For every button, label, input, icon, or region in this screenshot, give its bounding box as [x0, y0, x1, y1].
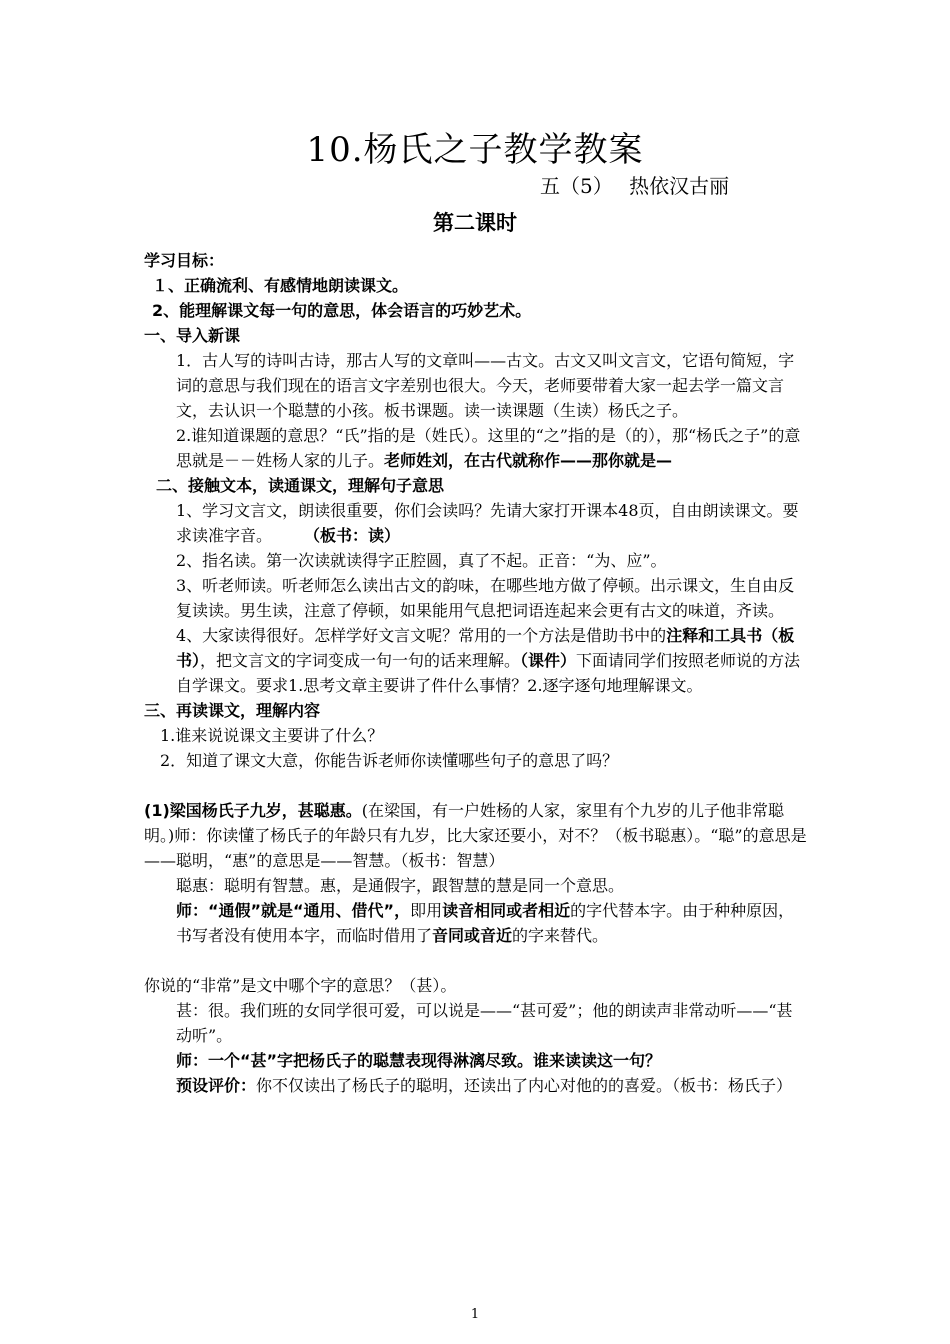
- paragraph: 2．知道了课文大意，你能告诉老师你读懂哪些句子的意思了吗？: [160, 751, 619, 770]
- bold-paragraph: 师：一个“甚”字把杨氏子的聪慧表现得淋漓尽致。谁来读读这一句？: [176, 1051, 662, 1070]
- paragraph: 聪惠：聪明有智慧。惠，是通假字，跟智慧的慧是同一个意思。: [176, 876, 625, 895]
- part2-heading: 二、接触文本，读通课文，理解句子意思: [156, 476, 445, 495]
- paragraph-text: 1、学习文言文，朗读很重要，你们会读吗？先请大家打开课本48页，自由朗读课文。要求读准字音。: [176, 501, 799, 545]
- paragraph-text: 4、大家读得很好。怎样学好文言文呢？常用的一个方法是借助书中的: [176, 626, 667, 645]
- paragraph: 1.谁来说说课文主要讲了什么？: [160, 726, 384, 745]
- paragraph-text: 下面请同学们按照老师说的方法自学课文。要求1.思考文章主要讲了件什么事情？2.逐字逐句地理解课文。: [176, 651, 801, 695]
- document-body: [144, 248, 808, 1098]
- bold-text: （课件）: [520, 651, 577, 670]
- paragraph-text: 的字代替本字。由于种种原因，书写者没有使用本字，而临时借用了: [176, 901, 795, 945]
- bold-text: 音同或音近: [432, 926, 513, 945]
- paragraph: 1．古人写的诗叫古诗，那古人写的文章叫——古文。古文又叫文言文，它语句简短，字词的意思与我们现在的语言文字差别也很大。今天，老师要带着大家一起去学一篇文言文，去认识一个聪慧的小孩。板书课题。读一读课题（生读）杨氏之子。: [176, 351, 795, 420]
- paragraph-text: 2.谁知道课题的意思？“氏”指的是（姓氏）。这里的“之”指的是（的），那“杨氏之子”的意思就是－－姓杨人家的儿子。: [176, 426, 801, 470]
- paragraph-text: (在梁国，有一户姓杨的人家，家里有个九岁的儿子他非常聪明。)师：你读懂了杨氏子的年龄只有九岁，比大家还要小，对不？（板书聪惠）。“聪”的意思是——聪明，“惠”的意思是——智慧。（板书：智慧）: [144, 801, 807, 870]
- paragraph: 3、听老师读。听老师怎么读出古文的韵味，在哪些地方做了停顿。出示课文，生自由反复读读。男生读，注意了停顿，如果能用气息把词语连起来会更有古文的味道，齐读。: [176, 576, 795, 620]
- paragraph-text: 的字来替代。: [512, 926, 609, 945]
- blank-line: [144, 773, 808, 798]
- blank-line: [144, 948, 808, 973]
- paragraph-text: 你不仅读出了杨氏子的聪明，还读出了内心对他的的喜爱。（板书：杨氏子）: [256, 1076, 793, 1095]
- bold-text: （板书：读）: [312, 526, 401, 545]
- paragraph: [144, 423, 808, 473]
- bold-text: 读音相同或者相近: [442, 901, 571, 920]
- paragraph: [144, 1073, 808, 1098]
- part1-heading: 一、导入新课: [144, 326, 241, 345]
- paragraph: 甚：很。我们班的女同学很可爱，可以说是——“甚可爱”；他的朗读声非常动听——“甚动听”。: [176, 1001, 793, 1045]
- paragraph: 你说的“非常”是文中哪个字的意思？（甚）。: [144, 976, 457, 995]
- paragraph: [144, 898, 808, 948]
- page-number: 1: [470, 1307, 480, 1322]
- part3-heading: 三、再读课文，理解内容: [144, 701, 321, 720]
- bold-text: 注释和工具书（板书）: [176, 626, 795, 670]
- bold-text: 师：“通假”就是“通用、借代”，: [176, 901, 411, 920]
- paragraph: [144, 798, 808, 873]
- paragraph: 2、指名读。第一次读就读得字正腔圆，真了不起。正音：“为、应”。: [176, 551, 667, 570]
- bold-text: 老师姓刘，在古代就称作——那你就是—: [384, 451, 673, 470]
- bold-text: 预设评价：: [176, 1076, 257, 1095]
- goal-item: 2、能理解课文每一句的意思，体会语言的巧妙艺术。: [152, 301, 532, 320]
- document-title: 10.杨氏之子教学教案: [306, 130, 644, 170]
- author-line: 五（5） 热依汉古丽: [540, 174, 730, 198]
- goals-heading: 学习目标：: [144, 251, 225, 270]
- paragraph: [144, 498, 808, 548]
- paragraph-text: 即用: [410, 901, 443, 920]
- bold-text: (1)梁国杨氏子九岁，甚聪惠。: [144, 801, 362, 820]
- lesson-section-title: 第二课时: [433, 211, 517, 235]
- paragraph-text: ，把文言文的字词变成一句一句的话来理解。: [200, 651, 521, 670]
- paragraph: [144, 623, 808, 698]
- goal-item: １、正确流利、有感情地朗读课文。: [152, 276, 409, 295]
